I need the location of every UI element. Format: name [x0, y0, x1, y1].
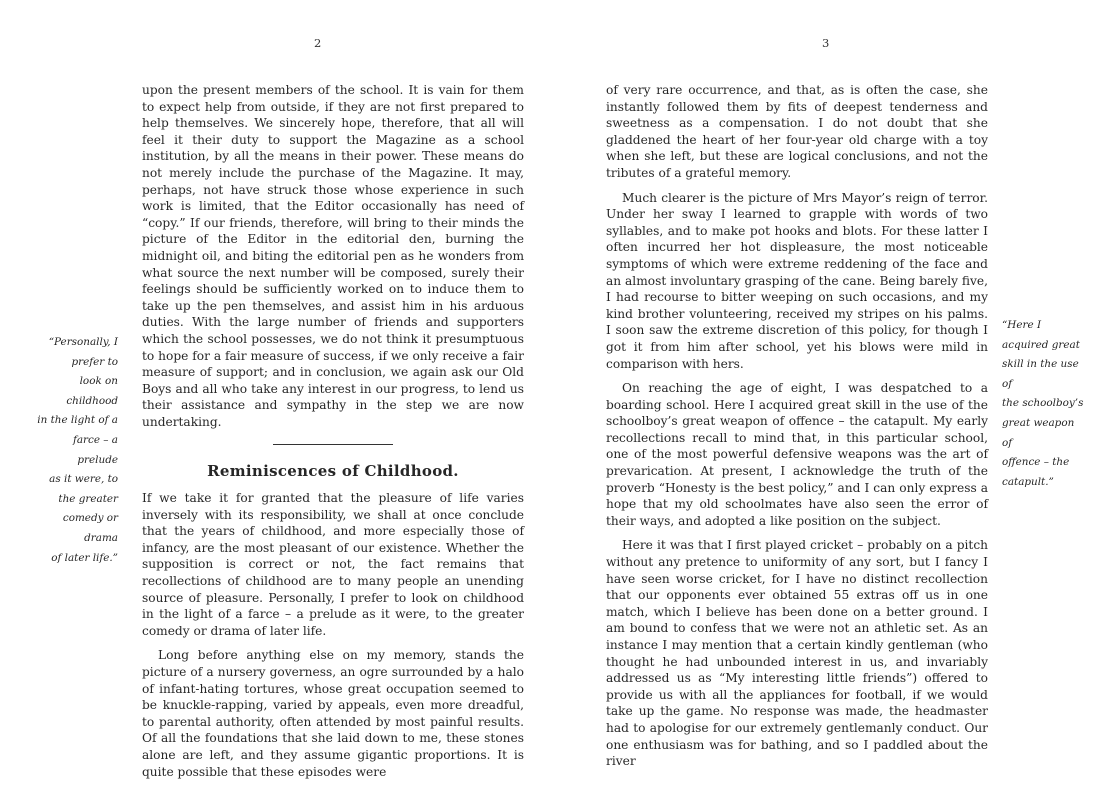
left-page-number: 2	[314, 36, 322, 50]
body-paragraph: Much clearer is the picture of Mrs Mayor’s reign of terror. Under her sway I learned to grapple with words of two syllables, and to make pot hooks and blots. For these latter I often incurred her hot displeasure, the most noticeable symptoms of which were extreme reddening of the face and an almost involuntary grasping of the cane. Being barely five, I had recourse to bitter weeping on such occasions, and my kind brother volunteering, received my stripes on his palms. I soon saw the extreme discretion of this policy, for though I got it from him after school, yet his blows were mild in comparison with hers.	[606, 190, 988, 371]
left-margin-quote: “Personally, I prefer to look on childhood in the light of a farce – a prelude as it were, to the greater comedy or drama of later life.”	[37, 336, 118, 564]
right-margin-quote: “Here I acquired great skill in the use of the schoolboy’s great weapon of offence – the catapult.”	[1002, 319, 1084, 488]
editorial-paragraph: upon the present members of the school. It is vain for them to expect help from outside, if they are not first prepared to help themselves. We sincerely hope, therefore, that all will feel it their duty to support the Magazine as a school institution, by all the means in their power. These means do not merely include the purchase of the Magazine. It may, perhaps, not have struck those whose experience in such work is limited, that the Editor occasionally has need of “copy.” If our friends, therefore, will bring to their minds the picture of the Editor in the editorial den, burning the midnight oil, and biting the editorial pen as he wonders from what source the next number will be composed, surely their feelings should be sufficiently worked on to induce them to take up the pen themselves, and assist him in his arduous duties. With the large number of friends and supporters which the school possesses, we do not think it presumptuous to hope for a fair measure of success, if we only receive a fair measure of support; and in conclusion, we again ask our Old Boys and all who take any interest in our progress, to lend us their assistance and sympathy in the step we are now undertaking.	[142, 83, 524, 429]
left-page-column	[142, 82, 524, 788]
body-paragraph: Long before anything else on my memory, stands the picture of a nursery governess, an ogre surrounded by a halo of infant-hating tortures, whose great occupation seemed to be knuckle-rapping, varied by appeals, even more dreadful, to parental authority, often attended by most painful results. Of all the foundations that she laid down to me, these stones alone are left, and they assume gigantic proportions. It is quite possible that these episodes were	[142, 648, 524, 779]
body-paragraph: On reaching the age of eight, I was despatched to a boarding school. Here I acquired great skill in the use of the schoolboy’s great weapon of offence – the catapult. My early recollections recall to mind that, in this particular school, one of the most powerful defensive weapons was the art of prevarication. At present, I acknowledge the truth of the proverb “Honesty is the best policy,” and I can only express a hope that my old schoolmates have also seen the error of their ways, and adopted a like position on the subject.	[606, 381, 988, 528]
right-page-column	[606, 82, 988, 778]
body-paragraph: Here it was that I first played cricket – probably on a pitch without any pretence to uniformity of any sort, but I fancy I have seen worse cricket, for I have no distinct recollection that our opponents ever obtained 55 extras off us in one match, which I believe has been done on a better ground. I am bound to confess that we were not an athletic set. As an instance I may mention that a certain kindly gentleman (who thought he had unbounded interest in us, and invariably addressed us as “My interesting little friends”) offered to provide us with all the appliances for football, if we would take up the game. No response was made, the headmaster had to apologise for our extremely gentlemanly conduct. Our one enthusiasm was for bathing, and so I paddled about the river	[606, 538, 988, 769]
body-paragraph: of very rare occurrence, and that, as is often the case, she instantly followed them by fits of deepest tenderness and sweetness as a compensation. I do not doubt that she gladdened the heart of her four-year old charge with a toy when she left, but these are logical conclusions, and not the tributes of a grateful memory.	[606, 83, 988, 180]
section-heading: Reminiscences of Childhood.	[207, 462, 459, 481]
section-divider	[273, 444, 393, 445]
right-page-number: 3	[822, 36, 830, 50]
body-paragraph: If we take it for granted that the pleasure of life varies inversely with its responsibility, we shall at once conclude that the years of childhood, and more especially those of infancy, are the most pleasant of our existence. Whether the supposition is correct or not, the fact remains that recollections of childhood are to many people an unending source of pleasure. Personally, I prefer to look on childhood in the light of a farce – a prelude as it were, to the greater comedy or drama of later life.	[142, 491, 524, 638]
